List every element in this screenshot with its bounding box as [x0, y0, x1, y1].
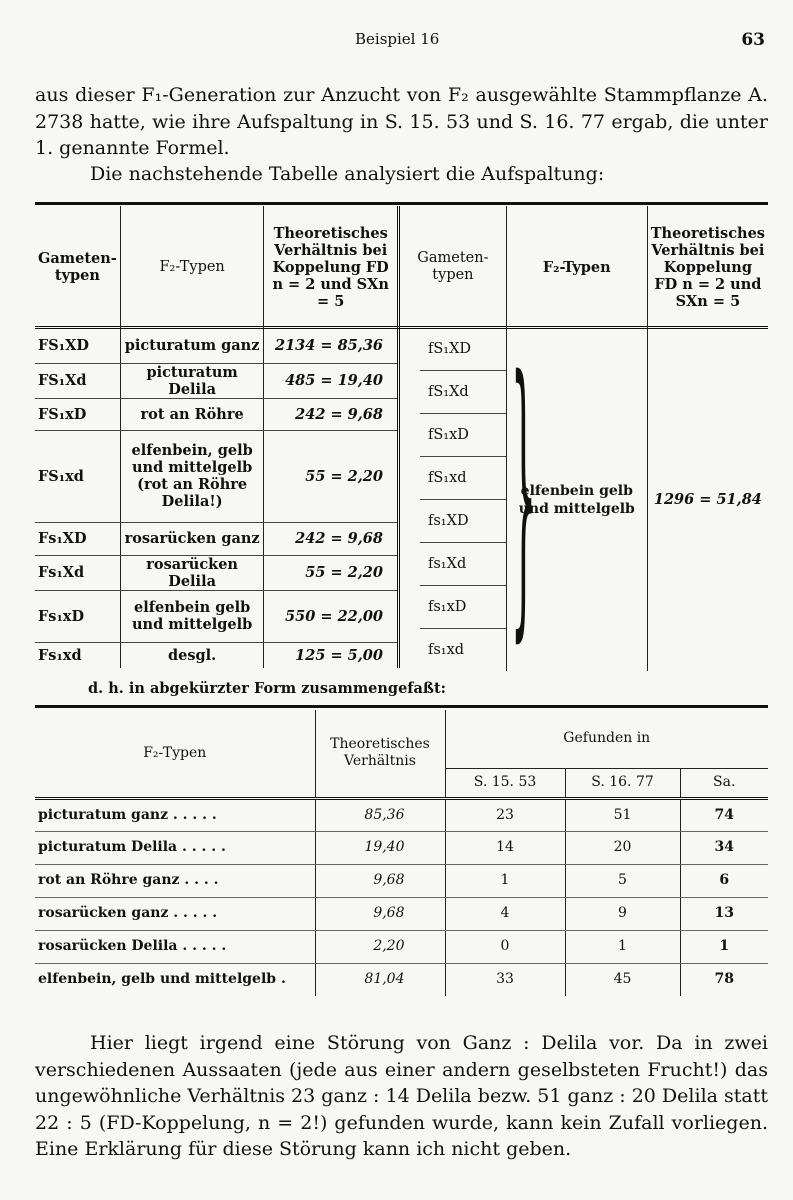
cell-gamete: FS₁xD: [35, 398, 120, 430]
cell-theory: 85,36: [315, 798, 445, 831]
cell-s1: 1: [445, 864, 565, 897]
table1-left: [35, 206, 400, 668]
cell-ratio: 485 = 19,40: [264, 363, 399, 398]
header-found: Gefunden in: [445, 710, 768, 768]
cell-s1: 4: [445, 897, 565, 930]
right-gamete: fS₁XD: [420, 328, 506, 371]
cell-gamete: Fs₁xd: [35, 642, 120, 668]
cell-f2-type: picturatum Delila: [120, 363, 264, 398]
cell-sum: 34: [680, 831, 768, 864]
cell-f2-type: elfenbein gelb und mittelgelb: [120, 590, 264, 642]
table-caption: d. h. in abgekürzter Form zusammengefaßt:: [88, 680, 446, 697]
table-row: [35, 930, 768, 963]
intro-paragraph: aus dieser F₁-Generation zur Anzucht von F₂ ausgewählte Stammpflanze A. 2738 hatte, wie ihre Aufspaltung in S. 15. 53 und S. 16. 77 ergab, die unter 1. genannte Formel.: [35, 84, 768, 159]
cell-theory: 2,20: [315, 930, 445, 963]
cell-s2: 45: [565, 963, 680, 996]
cell-s1: 23: [445, 798, 565, 831]
cell-sum: 6: [680, 864, 768, 897]
cell-s2: 1: [565, 930, 680, 963]
cell-sum: 1: [680, 930, 768, 963]
brace-icon: }: [510, 325, 537, 671]
right-gamete: fS₁Xd: [420, 371, 506, 414]
cell-f2-type: picturatum ganz: [120, 328, 264, 363]
header-gametes-right: Gameten- typen: [400, 206, 506, 328]
cell-ratio: 55 = 2,20: [264, 430, 399, 522]
cell-s1: 33: [445, 963, 565, 996]
right-gamete: fS₁xd: [420, 457, 506, 500]
cell-s1: 14: [445, 831, 565, 864]
cell-gamete: FS₁Xd: [35, 363, 120, 398]
table1-right: [400, 206, 768, 671]
cell-ratio: 242 = 9,68: [264, 398, 399, 430]
header-s1: S. 15. 53: [445, 768, 565, 798]
cell-f2-type: rot an Röhre: [120, 398, 264, 430]
cell-s1: 0: [445, 930, 565, 963]
header-ratio: Theoretisches Verhältnis bei Koppelung FD n = 2 und SXn = 5: [264, 206, 399, 328]
right-gamete: fs₁xD: [420, 586, 506, 629]
cell-s2: 5: [565, 864, 680, 897]
cell-gamete: Fs₁xD: [35, 590, 120, 642]
table1-header: [35, 206, 399, 328]
header-f2-types: F₂-Typen: [120, 206, 264, 328]
right-gamete: fS₁xD: [420, 414, 506, 457]
cell-type: picturatum ganz . . . . .: [35, 798, 315, 831]
header-sum: Sa.: [680, 768, 768, 798]
table-row: [35, 363, 399, 398]
table-row: [35, 864, 768, 897]
table2-top-rule: [35, 705, 768, 708]
outro-paragraph: Hier liegt irgend eine Störung von Ganz : Delila vor. Da in zwei verschiedenen Aussaaten (jede aus einer andern geselbsteten Frucht!) das ungewöhnliche Verhältnis 23 ganz : 14 Delila bezw. 51 ganz : 20 Delila statt 22 : 5 (FD-Koppelung, n = 2!) gefunden wurde, kann kein Zufall vorliegen. Eine Erklärung für diese Störung kann ich nicht geben.: [35, 1032, 768, 1160]
cell-ratio: 242 = 9,68: [264, 522, 399, 555]
header-ratio-right: Theoretisches Verhältnis bei Koppelung FD n = 2 und SXn = 5: [650, 224, 765, 310]
table-row: [35, 590, 399, 642]
cell-f2-type: rosarücken ganz: [120, 522, 264, 555]
cell-theory: 81,04: [315, 963, 445, 996]
cell-type: elfenbein, gelb und mittelgelb .: [35, 963, 315, 996]
cell-f2-type: elfenbein, gelb und mittelgelb (rot an Röhre Delila!): [120, 430, 264, 522]
cell-ratio: 550 = 22,00: [264, 590, 399, 642]
cell-theory: 9,68: [315, 864, 445, 897]
table1-top-rule: [35, 202, 768, 205]
right-gamete: fs₁xd: [428, 642, 465, 658]
cell-type: rosarücken Delila . . . . .: [35, 930, 315, 963]
table-row: [35, 328, 399, 363]
cell-theory: 9,68: [315, 897, 445, 930]
header-f2-types-right: F₂-Typen: [506, 206, 647, 328]
right-gamete: fs₁XD: [420, 500, 506, 543]
table2: [35, 710, 768, 996]
table-row: [35, 798, 768, 831]
intro-paragraph-2: Die nachstehende Tabelle analysiert die Aufspaltung:: [90, 163, 605, 185]
cell-s2: 51: [565, 798, 680, 831]
header-types: F₂-Typen: [35, 710, 315, 798]
table-row: [35, 963, 768, 996]
cell-s2: 9: [565, 897, 680, 930]
header-gametes: Gameten- typen: [35, 206, 120, 328]
table-row: [35, 897, 768, 930]
table-row: [35, 430, 399, 522]
cell-f2-type: desgl.: [120, 642, 264, 668]
cell-gamete: FS₁xd: [35, 430, 120, 522]
cell-ratio: 55 = 2,20: [264, 555, 399, 590]
cell-gamete: FS₁XD: [35, 328, 120, 363]
right-type: elfenbein gelb und mittelgelb: [518, 482, 635, 517]
cell-theory: 19,40: [315, 831, 445, 864]
page-number: 63: [741, 30, 765, 50]
cell-type: picturatum Delila . . . . .: [35, 831, 315, 864]
cell-sum: 13: [680, 897, 768, 930]
table-row: [35, 831, 768, 864]
header-theory: Theoretisches Verhältnis: [315, 710, 445, 798]
cell-gamete: Fs₁XD: [35, 522, 120, 555]
table-row: [35, 555, 399, 590]
table-row: [35, 642, 399, 668]
running-title: Beispiel 16: [355, 30, 440, 48]
right-gamete: fs₁Xd: [420, 543, 506, 586]
cell-sum: 78: [714, 971, 734, 988]
table-row: [35, 522, 399, 555]
cell-type: rot an Röhre ganz . . . .: [35, 864, 315, 897]
cell-ratio: 125 = 5,00: [264, 642, 399, 668]
right-ratio: 1296 = 51,84: [653, 491, 762, 508]
cell-ratio: 2134 = 85,36: [264, 328, 399, 363]
table-row: [35, 398, 399, 430]
cell-f2-type: rosarücken Delila: [120, 555, 264, 590]
cell-sum: 74: [680, 798, 768, 831]
cell-s2: 20: [565, 831, 680, 864]
header-s2: S. 16. 77: [565, 768, 680, 798]
cell-gamete: Fs₁Xd: [35, 555, 120, 590]
cell-type: rosarücken ganz . . . . .: [35, 897, 315, 930]
